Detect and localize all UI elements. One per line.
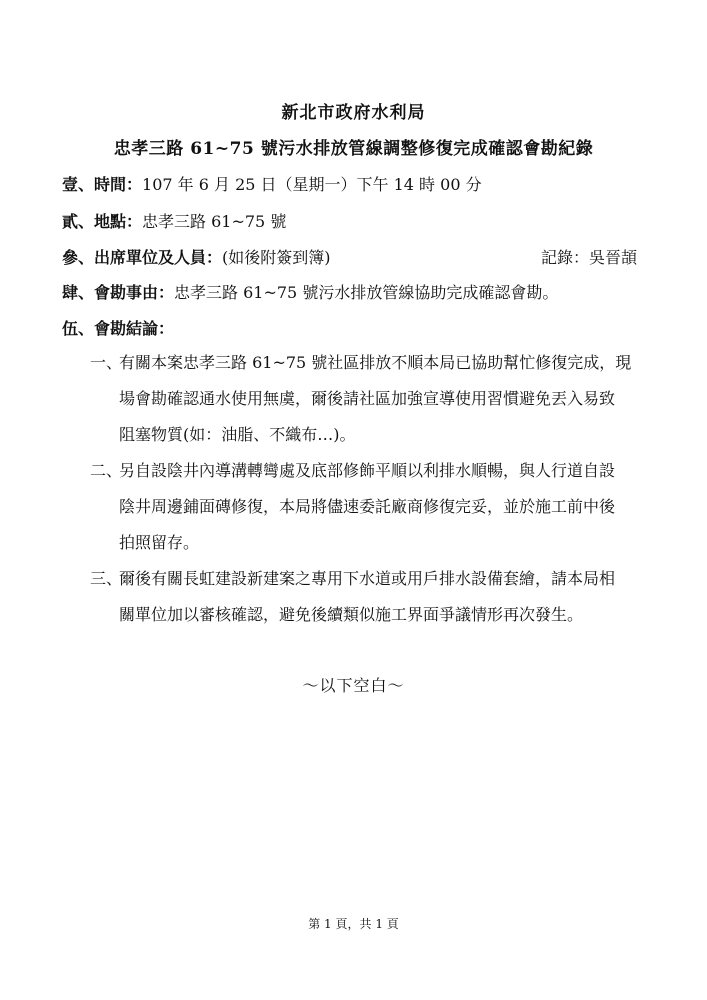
item-number: 三、 <box>90 569 123 588</box>
item-line: 場會勘確認通水使用無虞，爾後請社區加強宣導使用習慣避免丟入易致 <box>119 389 616 408</box>
time-label: 壹、時間： <box>62 175 143 194</box>
item-line: 另自設陰井內導溝轉彎處及底部修飾平順以利排水順暢，與人行道自設 <box>119 461 616 480</box>
item-number: 二、 <box>90 461 123 480</box>
place-value: 忠孝三路 61~75 號 <box>142 212 287 231</box>
attendees-value: (如後附簽到簿) <box>222 248 331 267</box>
inspection-matter <box>62 280 558 303</box>
agency-heading: 新北市政府水利局 <box>281 103 426 123</box>
conclusion-heading <box>62 316 174 339</box>
item-line: 關單位加以審核確認，避免後續類似施工界面爭議情形再次發生。 <box>119 605 584 624</box>
item-number: 一、 <box>90 353 123 372</box>
matter-label: 肆、會勘事由： <box>62 283 175 302</box>
meeting-time <box>62 172 482 195</box>
recorder: 記錄：吳晉頡 <box>540 248 637 267</box>
matter-value: 忠孝三路 61~75 號污水排放管線協助完成確認會勘。 <box>174 283 559 302</box>
item-line: 有關本案忠孝三路 61~75 號社區排放不順本局已協助幫忙修復完成，現 <box>119 353 632 372</box>
page-number: 第 1 頁，共 1 頁 <box>308 917 399 931</box>
meeting-place <box>62 209 286 232</box>
attendees-row <box>62 245 637 268</box>
time-value: 107 年 6 月 25 日（星期一）下午 14 時 00 分 <box>142 175 482 194</box>
item-line: 爾後有關長虹建設新建案之專用下水道或用戶排水設備套繪，請本局相 <box>119 569 616 588</box>
end-of-content-mark: ～以下空白～ <box>302 676 405 695</box>
place-label: 貳、地點： <box>62 212 143 231</box>
item-line: 拍照留存。 <box>119 533 200 552</box>
item-line: 阻塞物質(如：油脂、不織布…)。 <box>119 425 356 444</box>
item-line: 陰井周邊鋪面磚修復，本局將儘速委託廠商修復完妥，並於施工前中後 <box>119 497 616 516</box>
conclusion-label: 伍、會勘結論： <box>62 319 175 338</box>
document-title: 忠孝三路 61~75 號污水排放管線調整修復完成確認會勘紀錄 <box>113 139 594 159</box>
attendees-label: 參、出席單位及人員： <box>62 248 223 267</box>
